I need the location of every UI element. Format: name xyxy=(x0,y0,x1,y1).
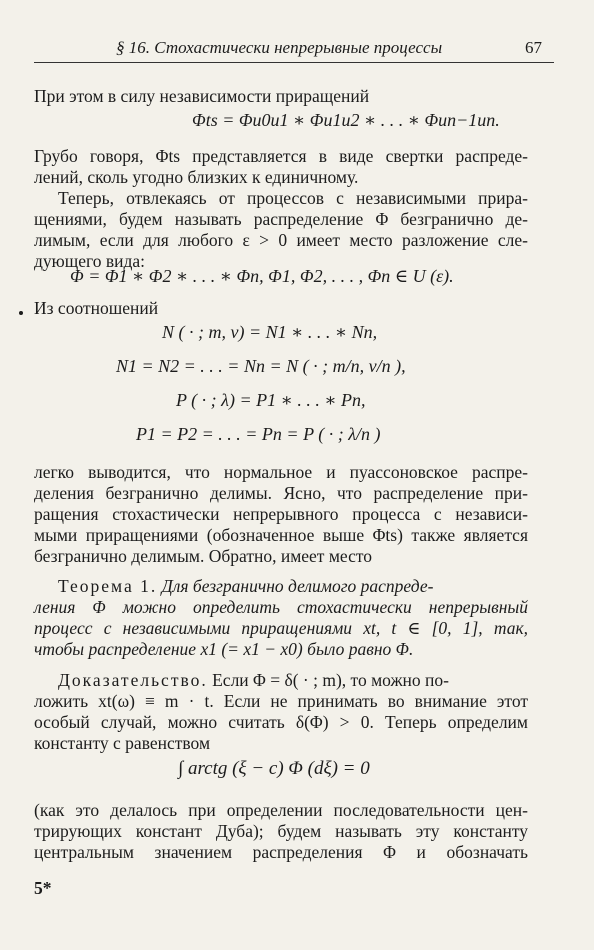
text-line: Грубо говоря, Φts представляется в виде свертки распреде- xyxy=(34,146,528,166)
text-line: Из соотношений xyxy=(34,298,159,318)
proof-text: Если Φ = δ( · ; m), то можно по- xyxy=(212,670,449,690)
theorem-first-line xyxy=(58,576,528,597)
signature-mark: 5* xyxy=(34,878,52,898)
equation-central-value: ∫ arctg (ξ − c) Φ (dξ) = 0 xyxy=(178,758,370,779)
text-line: центральным значением распределения Φ и обозначать xyxy=(34,842,528,862)
ink-dot xyxy=(19,311,23,315)
text-line: щениями, будем называть распределение Φ безгранично де- xyxy=(34,209,528,229)
section-title: § 16. Стохастически непрерывные процессы xyxy=(116,38,443,57)
text-line: ращения стохастически непрерывного процесса с независи- xyxy=(34,504,528,524)
proof-line: особый случай, можно считать δ(Φ) > 0. Теперь определим xyxy=(34,712,528,732)
equation-poisson-parts: P1 = P2 = . . . = Pn = P ( · ; λ/n ) xyxy=(136,424,381,444)
equation-convolution: Φts = Φu0u1 ∗ Φu1u2 ∗ . . . ∗ Φun−1un. xyxy=(192,110,500,130)
text-line: мыми приращениями (обозначенное выше Φts) также является xyxy=(34,525,528,545)
text-line: Теперь, отвлекаясь от процессов с независимыми прира- xyxy=(58,188,528,208)
text-line: дующего вида: xyxy=(34,251,145,271)
theorem-text: Для безгранично делимого распреде- xyxy=(161,576,434,596)
proof-line: ложить xt(ω) ≡ m · t. Если не принимать во внимание этот xyxy=(34,691,528,711)
theorem-label: Теорема 1. xyxy=(58,576,158,596)
text-line: (как это делалось при определении последовательности цен- xyxy=(34,800,528,820)
proof-label: Доказательство. xyxy=(58,670,208,690)
text-line: безгранично делимым. Обратно, имеет место xyxy=(34,546,373,566)
text-line: трирующих констант Дуба); будем называть эту константу xyxy=(34,821,528,841)
proof-first-line xyxy=(58,670,528,691)
text-line: легко выводится, что нормальное и пуассоновское распре- xyxy=(34,462,528,482)
equation-normal: N ( · ; m, v) = N1 ∗ . . . ∗ Nn, xyxy=(162,322,378,342)
equation-decomposition: Φ = Φ1 ∗ Φ2 ∗ . . . ∗ Φn, Φ1, Φ2, . . . , Φn ∈ U (ε). xyxy=(70,266,454,286)
theorem-line: ления Φ можно определить стохастически непрерывный xyxy=(34,597,528,617)
theorem-line: чтобы распределение x1 (= x1 − x0) было равно Φ. xyxy=(34,639,414,659)
page-number: 67 xyxy=(525,38,542,57)
text-line: лений, сколь угодно близких к единичному. xyxy=(34,167,359,187)
equation-poisson: P ( · ; λ) = P1 ∗ . . . ∗ Pn, xyxy=(176,390,366,410)
running-header xyxy=(34,34,554,63)
proof-line: константу c равенством xyxy=(34,733,211,753)
text-line: лимым, если для любого ε > 0 имеет место разложение сле- xyxy=(34,230,528,250)
theorem-line: процесс с независимыми приращениями xt, t ∈ [0, 1], так, xyxy=(34,618,528,638)
text-line: деления безгранично делимы. Ясно, что распределение при- xyxy=(34,483,528,503)
text-line: При этом в силу независимости приращений xyxy=(34,86,370,106)
equation-normal-parts: N1 = N2 = . . . = Nn = N ( · ; m/n, v/n ), xyxy=(116,356,406,376)
